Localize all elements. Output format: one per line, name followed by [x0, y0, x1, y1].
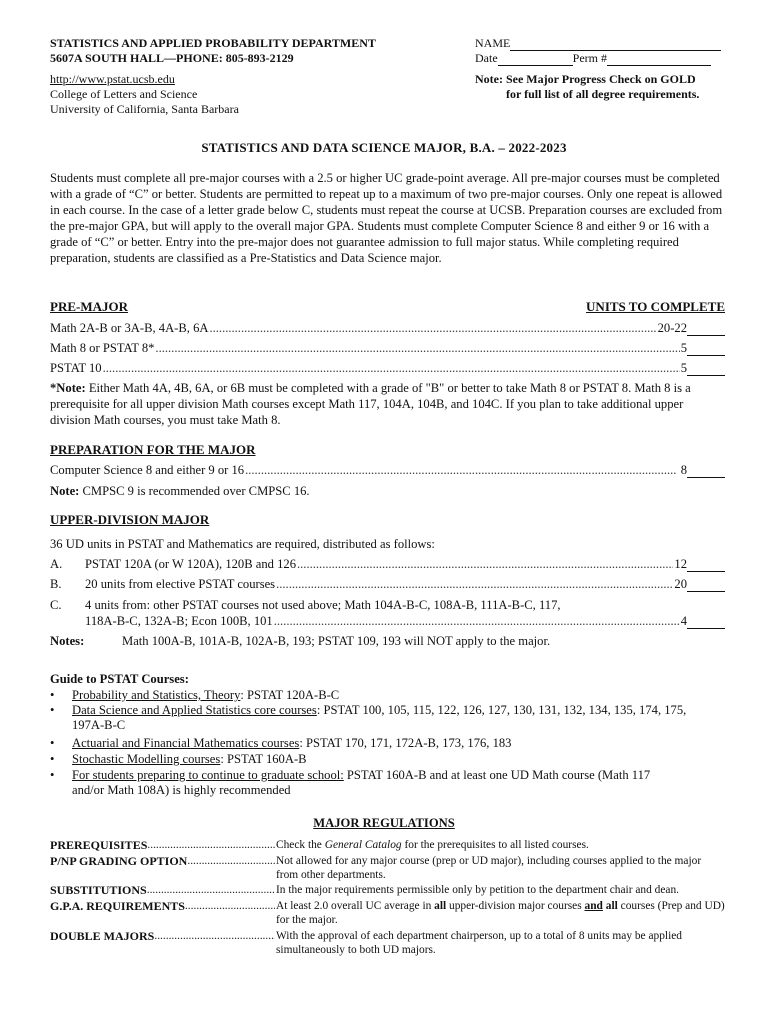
- regulation-key: G.P.A. REQUIREMENTS: [50, 899, 185, 913]
- note-label: *Note:: [50, 381, 86, 395]
- regulation-text: Not allowed for any major course (prep or UD major), including courses applied to the major from other departments.: [276, 855, 702, 881]
- university-name: University of California, Santa Barbara: [50, 102, 239, 116]
- course-label: Math 8 or PSTAT 8*: [50, 341, 155, 355]
- guide-category: Actuarial and Financial Mathematics courses: [72, 736, 300, 750]
- upper-division-intro: 36 UD units in PSTAT and Mathematics are required, distributed as follows:: [50, 537, 435, 551]
- upper-notes: [50, 633, 725, 649]
- units-blank[interactable]: [687, 343, 725, 356]
- item-text: 4 units from: other PSTAT courses not used above; Math 104A-B-C, 108A-B, 111A-B-C, 117,: [85, 598, 561, 612]
- course-label: Math 2A-B or 3A-B, 4A-B, 6A: [50, 321, 209, 335]
- premajor-row: [50, 360, 725, 376]
- units-blank[interactable]: [687, 465, 725, 478]
- date-field[interactable]: [498, 53, 573, 66]
- units-value: 12: [674, 557, 687, 571]
- units-value: 4: [680, 614, 687, 628]
- department-url-link[interactable]: http://www.pstat.ucsb.edu: [50, 72, 175, 86]
- units-heading: UNITS TO COMPLETE: [586, 299, 725, 314]
- regulation-row: [50, 838, 725, 852]
- premajor-row: [50, 320, 725, 336]
- preparation-note: [50, 483, 725, 499]
- department-header: [50, 36, 376, 117]
- preparation-row: [50, 462, 725, 478]
- guide-category: Stochastic Modelling courses: [72, 752, 221, 766]
- regulation-row: [50, 883, 725, 897]
- guide-courses: : PSTAT 100, 105, 115, 122, 126, 127, 130, 131, 132, 134, 135, 174, 175, 197A-B-C: [72, 703, 687, 732]
- regulation-text: Check the: [276, 839, 325, 851]
- regulation-text: With the approval of each department chairperson, up to a total of 8 units may be applied simultaneously to both UD majors.: [276, 930, 682, 956]
- upper-item-a: [50, 556, 725, 572]
- guide-item: [50, 768, 675, 798]
- regulation-text: In the major requirements permissible only by petition to the department chair and dean.: [276, 884, 679, 896]
- units-value: 20: [674, 577, 687, 591]
- premajor-row: [50, 340, 725, 356]
- units-blank[interactable]: [687, 616, 725, 629]
- guide-category: Data Science and Applied Statistics core courses: [72, 703, 317, 717]
- item-letter: B.: [50, 577, 62, 591]
- upper-item-b: [50, 576, 725, 592]
- item-text: 20 units from elective PSTAT courses: [85, 577, 276, 591]
- notes-text: Math 100A-B, 101A-B, 102A-B, 193; PSTAT 109, 193 will NOT apply to the major.: [122, 634, 551, 648]
- regulation-text: upper-division major courses: [446, 900, 585, 912]
- bullet-icon: •: [50, 688, 55, 702]
- page-title: STATISTICS AND DATA SCIENCE MAJOR, B.A. – 2022-2023: [201, 140, 567, 155]
- date-label: Date: [475, 51, 498, 65]
- regulation-row: [50, 854, 725, 882]
- note-text: Either Math 4A, 4B, 6A, or 6B must be completed with a grade of "B" or better to take Math 8 or PSTAT 8. Math 8 is a prerequisite for all upper division Math courses except Math 117, 104A, 104B, and 104C. If you plan to take additional upper division Math courses, you must take Math 8.: [50, 381, 691, 427]
- course-label: PSTAT 10: [50, 361, 102, 375]
- regulation-key: DOUBLE MAJORS: [50, 929, 155, 943]
- guide-courses: : PSTAT 170, 171, 172A-B, 173, 176, 183: [299, 736, 512, 750]
- units-blank[interactable]: [687, 559, 725, 572]
- guide-courses: : PSTAT 120A-B-C: [240, 688, 340, 702]
- regulation-text: for the prerequisites to all listed courses.: [401, 839, 589, 851]
- premajor-note: [50, 380, 725, 428]
- college-name: College of Letters and Science: [50, 87, 198, 101]
- units-blank[interactable]: [687, 579, 725, 592]
- units-blank[interactable]: [687, 323, 725, 336]
- units-value: 5: [680, 341, 687, 355]
- guide-item: [50, 703, 690, 733]
- bullet-icon: •: [50, 768, 55, 782]
- guide-courses: PSTAT 160A-B and at least one UD Math course (Math 117 and/or Math 108A) is highly recommended: [72, 768, 651, 797]
- item-text: 118A-B-C, 132A-B; Econ 100B, 101: [85, 614, 273, 628]
- perm-field[interactable]: [607, 53, 711, 66]
- name-field[interactable]: [510, 38, 721, 51]
- guide-title: Guide to PSTAT Courses:: [50, 672, 189, 686]
- guide-category: For students preparing to continue to graduate school:: [72, 768, 344, 782]
- course-label: Computer Science 8 and either 9 or 16: [50, 463, 245, 477]
- bullet-icon: •: [50, 752, 55, 766]
- units-value: 20-22: [657, 321, 687, 335]
- guide-item: [50, 752, 690, 767]
- intro-paragraph: Students must complete all pre-major courses with a 2.5 or higher UC grade-point average. All pre-major courses must be completed with a grade of “C” or better. Students are permitted to repeat up to a maximum of two pre-major courses. Only one repeat is allowed in each course. In the case of a letter grade below C, students must repeat the course at UCSB. Preparation courses are excluded from the pre-major GPA, but will apply to the overall major GPA. Students must complete Computer Science 8 and either 9 or 16 with a grade of “C” or better. Entry into the pre-major does not guarantee admission to full major status. While completing required preparation, students are classified as a Pre-Statistics and Data Science major.: [50, 171, 723, 265]
- perm-label: Perm #: [572, 51, 607, 65]
- name-label: NAME: [475, 36, 511, 50]
- notes-label: Notes:: [50, 634, 85, 648]
- gold-note-line2: for full list of all degree requirements.: [506, 87, 700, 101]
- upper-item-c-line1: [50, 597, 725, 613]
- regulation-row: [50, 929, 725, 957]
- regulation-text: At least 2.0 overall UC average in: [276, 900, 435, 912]
- upper-division-heading: UPPER-DIVISION MAJOR: [50, 512, 210, 527]
- guide-item: [50, 736, 690, 751]
- item-letter: C.: [50, 598, 62, 612]
- department-address: 5607A SOUTH HALL—PHONE: 805-893-2129: [50, 51, 294, 65]
- regulation-key: PREREQUISITES: [50, 838, 148, 852]
- premajor-heading: PRE-MAJOR: [50, 299, 128, 314]
- regulation-row: [50, 899, 725, 927]
- guide-item: [50, 688, 690, 703]
- department-name: STATISTICS AND APPLIED PROBABILITY DEPARTMENT: [50, 36, 376, 50]
- regulation-key: SUBSTITUTIONS: [50, 883, 147, 897]
- bullet-icon: •: [50, 736, 55, 750]
- emphasis-all: all: [605, 900, 618, 912]
- note-text: CMPSC 9 is recommended over CMPSC 16.: [79, 484, 310, 498]
- item-letter: A.: [50, 557, 63, 571]
- units-value: 5: [680, 361, 687, 375]
- student-info-block: [475, 36, 721, 102]
- upper-item-c-line2: [85, 613, 725, 629]
- premajor-heading-row: [50, 299, 725, 315]
- units-value: 8: [680, 463, 687, 477]
- emphasis-and: and: [584, 900, 603, 912]
- regulation-text: courses (Prep and UD) for the major.: [276, 900, 725, 926]
- preparation-heading: PREPARATION FOR THE MAJOR: [50, 442, 256, 457]
- guide-courses: : PSTAT 160A-B: [220, 752, 307, 766]
- note-label: Note:: [50, 484, 80, 498]
- units-blank[interactable]: [687, 363, 725, 376]
- emphasis-all: all: [434, 900, 447, 912]
- bullet-icon: •: [50, 703, 55, 717]
- gold-note-line1: Note: See Major Progress Check on GOLD: [475, 72, 696, 86]
- regulations-title: MAJOR REGULATIONS: [313, 816, 455, 830]
- general-catalog-ref: General Catalog: [324, 839, 402, 851]
- guide-category: Probability and Statistics, Theory: [72, 688, 241, 702]
- item-text: PSTAT 120A (or W 120A), 120B and 126: [85, 557, 296, 571]
- regulation-key: P/NP GRADING OPTION: [50, 854, 188, 868]
